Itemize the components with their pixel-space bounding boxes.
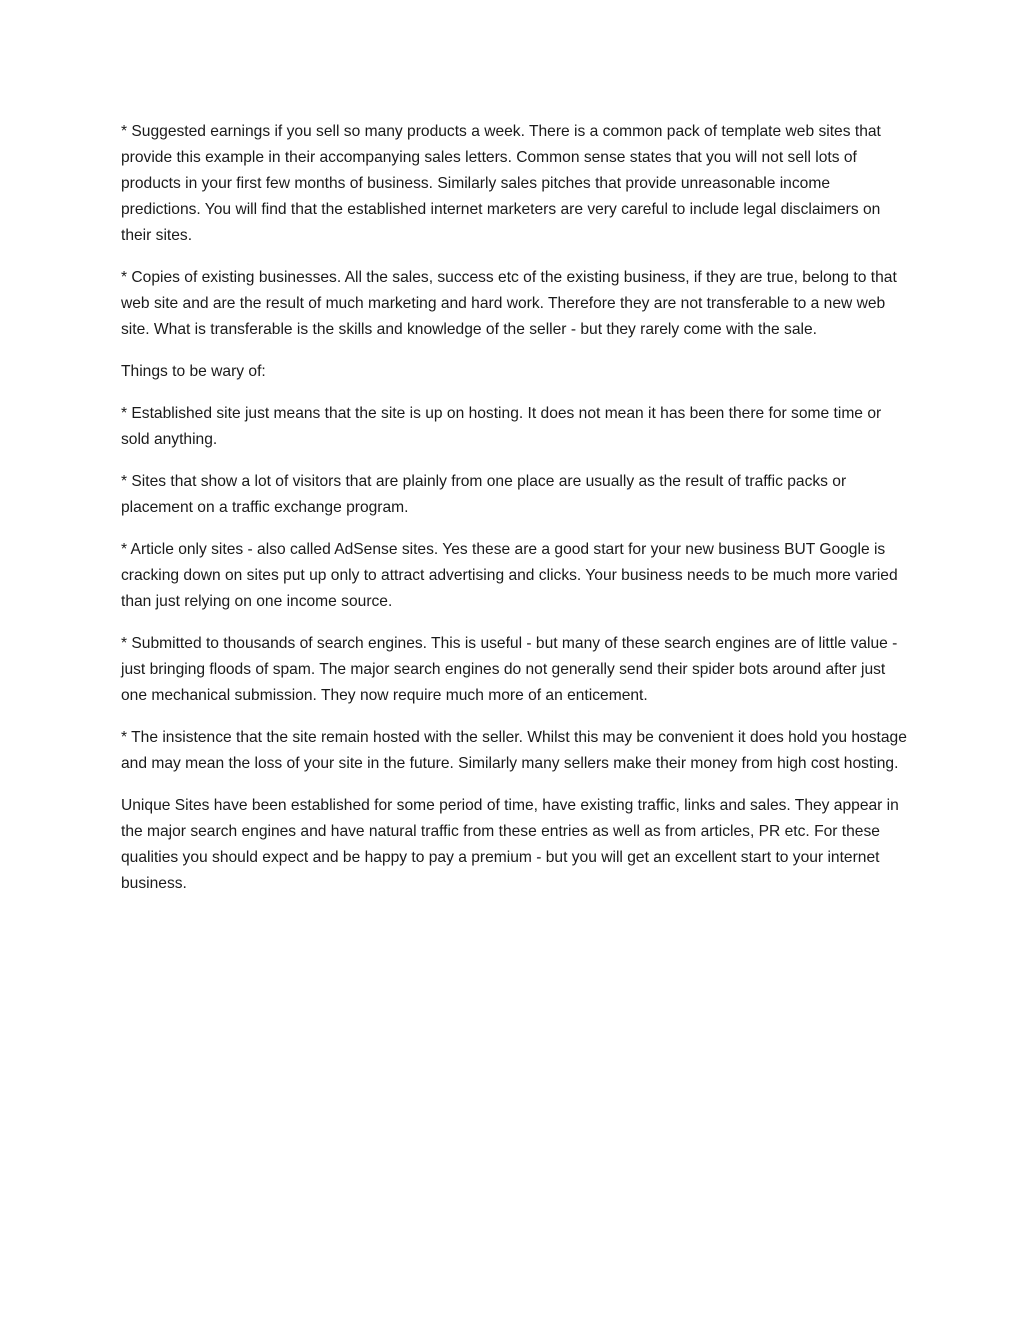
paragraph-suggested-earnings: * Suggested earnings if you sell so many products a week. There is a common pack of template web sites that provide this example in their accompanying sales letters. Common sense states that you will not sell lots of products in your first few months of business. Similarly sales pitches that provide unreasonable income predictions. You will find that the established internet marketers are very careful to include legal disclaimers on their sites. [121,123,881,244]
paragraph-article-only-sites: * Article only sites - also called AdSense sites. Yes these are a good start for your new business BUT Google is cracking down on sites put up only to attract advertising and clicks. Your business needs to be much more varied than just relying on one income source. [121,541,898,610]
paragraph-visitor-traffic: * Sites that show a lot of visitors that are plainly from one place are usually as the result of traffic packs or placement on a traffic exchange program. [121,473,847,516]
paragraph-search-engine-submission: * Submitted to thousands of search engines. This is useful - but many of these search engines are of little value - just bringing floods of spam. The major search engines do not generally send their spider bots around after just one mechanical submission. They now require much more of an enticement. [121,635,898,704]
paragraph-established-site: * Established site just means that the site is up on hosting. It does not mean it has been there for some time or sold anything. [121,405,882,448]
paragraph-unique-sites: Unique Sites have been established for some period of time, have existing traffic, links and sales. They appear in the major search engines and have natural traffic from these entries as well as from articles, PR etc. For these qualities you should expect and be happy to pay a premium - but you will get an excellent start to your internet business. [121,797,899,892]
paragraph-copies-of-businesses: * Copies of existing businesses. All the sales, success etc of the existing business, if they are true, belong to that web site and are the result of much marketing and hard work. Therefore they are not transferable to a new web site. What is transferable is the skills and knowledge of the seller - but they rarely come with the sale. [121,269,897,338]
document-body [121,119,907,913]
paragraph-hosting-insistence: * The insistence that the site remain hosted with the seller. Whilst this may be convenient it does hold you hostage and may mean the loss of your site in the future. Similarly many sellers make their money from high cost hosting. [121,729,907,772]
paragraph-things-to-be-wary-of: Things to be wary of: [121,363,266,380]
